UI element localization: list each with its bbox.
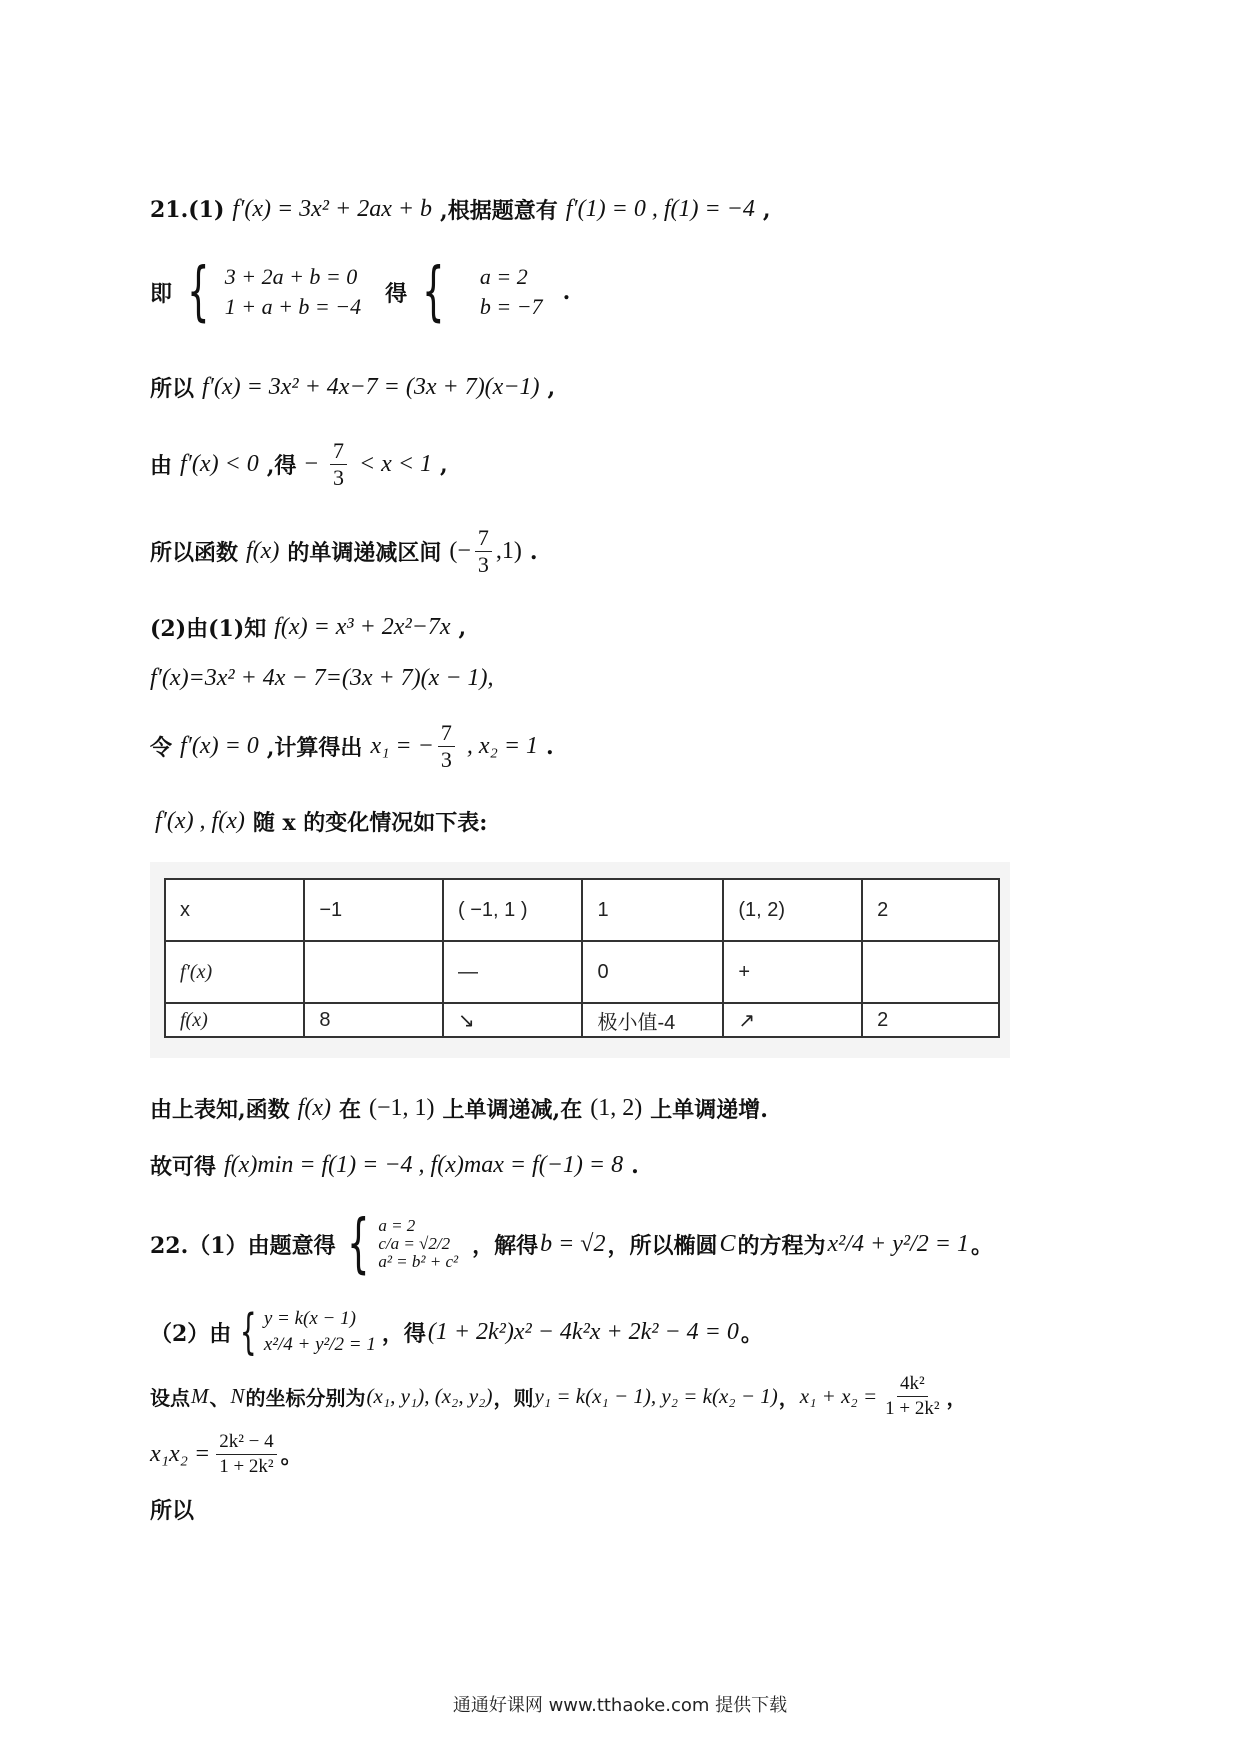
- math-expr: b = √2: [540, 1230, 606, 1257]
- math-expr: N: [230, 1384, 245, 1408]
- equation-system: [480, 262, 543, 322]
- math-expr: f′(x) = 3x² + 2ax + b: [232, 196, 433, 222]
- text: 的坐标分别为: [245, 1386, 366, 1410]
- q22-line4: [150, 1430, 303, 1479]
- denominator: 1 + 2k²: [885, 1398, 940, 1419]
- math-expr: (1 + 2k²)x² − 4k²x + 2k² − 4 = 0: [427, 1318, 739, 1345]
- text: ,: [547, 374, 556, 401]
- left-brace-icon: {: [422, 255, 445, 329]
- equation: b = −7: [479, 294, 543, 319]
- text: 故可得: [150, 1154, 217, 1180]
- math-expr: f(x)min = f(1) = −4 , f(x)max = f(−1) = 8: [224, 1152, 624, 1178]
- text: .: [562, 279, 571, 305]
- text: 。: [740, 1320, 763, 1347]
- math-expr: < x < 1: [358, 451, 433, 477]
- text: ，: [946, 1386, 967, 1410]
- text: ,: [440, 451, 448, 478]
- fraction: [216, 1430, 276, 1479]
- text: 。: [970, 1232, 993, 1259]
- math-expr: C: [719, 1230, 736, 1257]
- q22-line5: [150, 1494, 194, 1525]
- q21-line8: [150, 720, 554, 773]
- text: .: [546, 733, 554, 760]
- table-cell: 2: [862, 1003, 999, 1037]
- table-cell: 极小值-4: [582, 1003, 723, 1037]
- q21-line7: [150, 665, 502, 692]
- text: 设点: [150, 1386, 190, 1410]
- math-expr: f′(x)=3x² + 4x − 7=(3x + 7)(x − 1),: [150, 665, 494, 691]
- q21-line5: [150, 525, 538, 578]
- math-expr: f(x) = x³ + 2x²−7x: [274, 614, 451, 640]
- equation: y = k(x − 1): [263, 1308, 356, 1329]
- left-brace-icon: {: [346, 1207, 370, 1281]
- q22-label: 22.（1）由题意得: [150, 1232, 336, 1259]
- table-cell: —: [443, 941, 582, 1003]
- table-cell: +: [723, 941, 862, 1003]
- q21-line6: [150, 612, 466, 643]
- text: (2)由(1)知: [150, 616, 267, 642]
- math-expr: f′(x) = 3x² + 4x−7 = (3x + 7)(x−1): [202, 374, 540, 400]
- table-cell: 1: [582, 879, 723, 941]
- text: ，: [778, 1386, 799, 1410]
- q21-label: 21.(1): [150, 196, 225, 223]
- table-row: [165, 879, 999, 941]
- q22-line1: [150, 1207, 993, 1281]
- math-expr: M: [191, 1384, 209, 1408]
- math-expr: f′(1) = 0 , f(1) = −4: [565, 196, 755, 222]
- table-cell: ↗: [723, 1003, 862, 1037]
- equation-system: [378, 1217, 458, 1271]
- q21-line4: [150, 438, 448, 491]
- table-cell: f(x): [165, 1003, 304, 1037]
- math-expr: f′(x) , f(x): [155, 808, 245, 834]
- text: （2）由: [150, 1320, 232, 1347]
- math-expr: , x₂ = 1: [466, 733, 539, 759]
- math-expr: f(x): [297, 1095, 331, 1121]
- text: 。: [280, 1443, 303, 1469]
- q21-line1: [150, 194, 771, 225]
- text: .: [529, 538, 538, 565]
- math-expr: f(x): [246, 538, 280, 564]
- fraction: [475, 525, 492, 578]
- table-cell: 2: [862, 879, 999, 941]
- numerator: 7: [438, 720, 455, 747]
- math-expr: x₁ = −: [370, 733, 434, 759]
- table-cell: [304, 941, 443, 1003]
- text: .: [631, 1152, 639, 1179]
- denominator: 1 + 2k²: [219, 1456, 274, 1477]
- text: 所以: [150, 1498, 195, 1524]
- table-row: [165, 1003, 999, 1037]
- fraction: [438, 720, 455, 773]
- table-cell: ( −1, 1 ): [443, 879, 582, 941]
- text: ,: [458, 614, 467, 641]
- numerator: 4k²: [897, 1372, 928, 1397]
- left-brace-icon: {: [187, 255, 210, 329]
- table-row: [165, 941, 999, 1003]
- fraction: [882, 1372, 942, 1421]
- table-cell: [862, 941, 999, 1003]
- q22-line2: [150, 1300, 763, 1364]
- numerator: 7: [475, 525, 492, 552]
- math-expr: x₁ + x₂ =: [799, 1384, 878, 1408]
- text: 随 x 的变化情况如下表:: [252, 810, 488, 836]
- text: ,计算得出: [266, 735, 363, 761]
- math-expr: (1, 2): [590, 1095, 643, 1121]
- equation: a = 2: [378, 1216, 416, 1235]
- table-cell: ↘: [443, 1003, 582, 1037]
- text: 的方程为: [737, 1232, 826, 1259]
- table-cell: x: [165, 879, 304, 941]
- q21-line3: [150, 372, 555, 403]
- text: ，所以椭圆: [607, 1232, 718, 1259]
- text: ，解得: [472, 1232, 539, 1259]
- fraction: [330, 438, 347, 491]
- text: 所以: [150, 376, 195, 402]
- equation: 3 + 2a + b = 0: [224, 264, 358, 289]
- math-expr: (x₁, y₁), (x₂, y₂): [366, 1384, 493, 1408]
- text: 由: [150, 453, 173, 479]
- equation: a = 2: [479, 264, 528, 289]
- text: 令: [150, 735, 173, 761]
- text: ,根据题意有: [440, 198, 558, 224]
- text: 、: [209, 1386, 230, 1410]
- denominator: 3: [440, 747, 452, 772]
- table-cell: f′(x): [165, 941, 304, 1003]
- table-cell: (1, 2): [723, 879, 862, 941]
- q21-line10: [150, 1093, 768, 1124]
- math-expr: x₁x₂ =: [150, 1441, 211, 1467]
- table-cell: 0: [582, 941, 723, 1003]
- q22-line3: [150, 1372, 967, 1421]
- text: 由上表知,函数: [150, 1097, 290, 1123]
- text: 上单调递增.: [650, 1097, 768, 1123]
- math-expr: (−: [449, 538, 471, 564]
- math-expr: x²/4 + y²/2 = 1: [827, 1230, 969, 1257]
- text: ，则: [493, 1386, 534, 1410]
- equation: x²/4 + y²/2 = 1: [263, 1334, 376, 1355]
- footer-credit: 通通好课网 www.tthaoke.com 提供下载: [452, 1695, 788, 1716]
- variation-table-image: [150, 862, 1010, 1058]
- denominator: 3: [477, 552, 489, 577]
- left-brace-icon: {: [240, 1304, 257, 1360]
- denominator: 3: [332, 465, 344, 490]
- equation: a² = b² + c²: [378, 1252, 459, 1271]
- text: 上单调递减,在: [442, 1097, 583, 1123]
- text: ，得: [381, 1320, 426, 1347]
- equation-system: [225, 262, 361, 322]
- table-cell: −1: [304, 879, 443, 941]
- math-expr: (−1, 1): [369, 1095, 435, 1121]
- q21-line9: [155, 806, 487, 837]
- table-cell: 8: [304, 1003, 443, 1037]
- variation-table: [164, 878, 1000, 1038]
- equation: c/a = √2/2: [378, 1234, 451, 1253]
- math-expr: ,1): [495, 538, 522, 564]
- text: 的单调递减区间: [287, 540, 442, 566]
- math-expr: f′(x) = 0: [180, 733, 259, 759]
- text: ,: [762, 196, 771, 223]
- math-expr: y₁ = k(x₁ − 1), y₂ = k(x₂ − 1): [534, 1384, 778, 1408]
- q21-line11: [150, 1150, 639, 1181]
- numerator: 2k² − 4: [216, 1430, 276, 1455]
- text: 所以函数: [150, 540, 239, 566]
- text: 即: [150, 280, 173, 307]
- numerator: 7: [330, 438, 347, 465]
- text: 得: [385, 280, 408, 307]
- math-expr: f′(x) < 0: [180, 451, 259, 477]
- equation-system: [264, 1306, 376, 1358]
- math-expr: −: [304, 451, 318, 477]
- equation: 1 + a + b = −4: [224, 294, 362, 319]
- text: ,得: [266, 453, 297, 479]
- text: 在: [338, 1097, 361, 1123]
- q21-line2: [150, 255, 571, 329]
